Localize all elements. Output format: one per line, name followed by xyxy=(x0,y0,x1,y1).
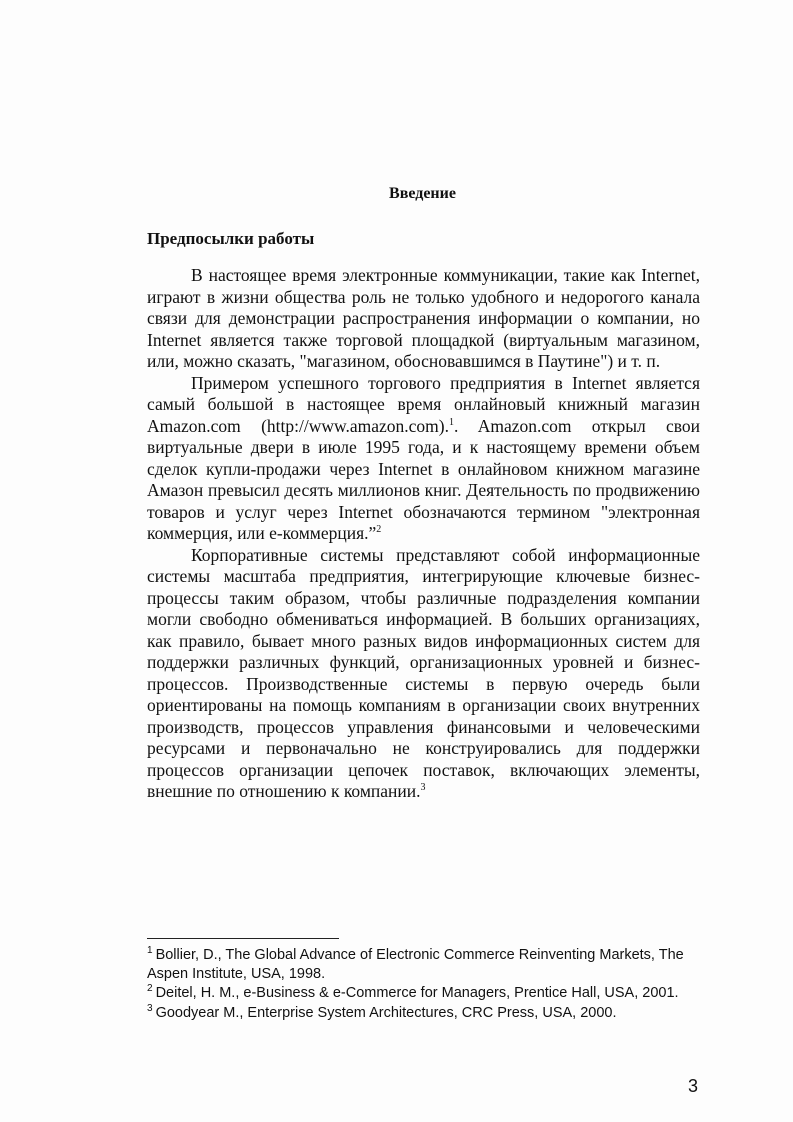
paragraph-3-text: Корпоративные системы представляют собой информационные системы масштаба предприятия, интегрирующие ключевые бизнес-процессы таким образом, чтобы различные подразделения компании могли свободно обмениваться информацией. В больших организациях, как правило, бывает много разных видов информационных систем для поддержки различных функций, организационных уровней и бизнес-процессов. Производственные системы в первую очередь были ориентированы на помощь компаниям в организации своих внутренних производств, процессов управления финансовыми и человеческими ресурсами и первоначально не конструировались для поддержки процессов организации цепочек поставок, включающих элементы, внешние по отношению к компании. xyxy=(147,544,700,801)
footnote-number: 1 xyxy=(147,945,153,957)
paragraph-1-text: В настоящее время электронные коммуникации, такие как Internet, играют в жизни общества роль не только удобного и недорогого канала связи для демонстрации распространения информации о компании, но Internet является также торговой площадкой (виртуальным магазином, или, можно сказать, "магазином, обосновавшимся в Паутине") и т. п. xyxy=(147,265,700,371)
footnote-text: Goodyear M., Enterprise System Architectures, CRC Press, USA, 2000. xyxy=(155,1004,617,1021)
body-text xyxy=(147,265,700,803)
footnote-3 xyxy=(147,1004,707,1023)
footnote-1 xyxy=(147,946,707,983)
paragraph-1 xyxy=(147,265,700,373)
footnote-text: Bollier, D., The Global Advance of Electronic Commerce Reinventing Markets, The Aspen Institute, USA, 1998. xyxy=(147,947,684,982)
paragraph-2-text-a: Примером успешного торгового предприятия в Internet является самый большой в настоящее время онлайновый книжный магазин Amazon.com (http://www.amazon.com). xyxy=(147,372,700,436)
footnotes xyxy=(147,946,707,1023)
footnote-text: Deitel, H. M., e-Business & e-Commerce for Managers, Prentice Hall, USA, 2001. xyxy=(155,985,679,1001)
footnote-number: 3 xyxy=(147,1002,153,1014)
page-title: Введение xyxy=(389,185,456,202)
footnote-number: 2 xyxy=(147,983,153,995)
footnote-2 xyxy=(147,984,707,1003)
footnote-ref-1: 1 xyxy=(449,416,454,428)
footnote-ref-3: 3 xyxy=(420,782,426,794)
section-title: Предпосылки работы xyxy=(147,229,315,248)
paragraph-3 xyxy=(147,545,700,803)
paragraph-2-text-b: . Amazon.com открыл свои виртуальные двери в июле 1995 года, и к настоящему времени объем сделок купли-продажи через Internet в онлайновом книжном магазине Амазон превысил десять миллионов книг. Деятельность по продвижению товаров и услуг через Internet обозначаются термином "электронная коммерция, или е-коммерция.” xyxy=(147,415,701,543)
page-number: 3 xyxy=(688,1076,699,1096)
footnote-ref-2: 2 xyxy=(376,524,382,536)
paragraph-2 xyxy=(147,373,700,545)
footnote-divider xyxy=(147,938,339,939)
